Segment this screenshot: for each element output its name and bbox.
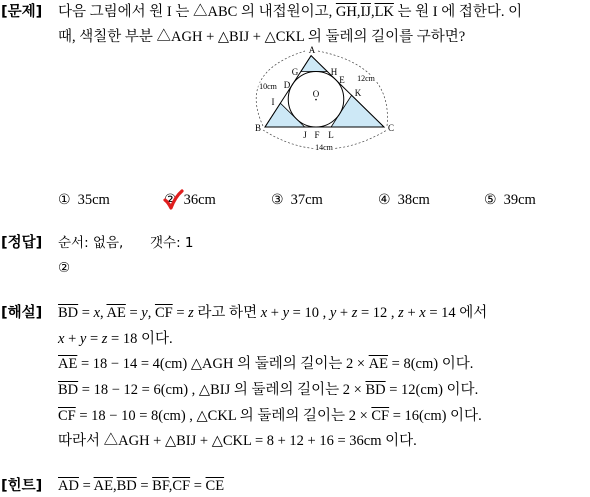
solution-text: = 18 이다. [107,331,173,347]
option-4 [378,190,430,210]
option-value: 38cm [397,192,430,208]
variable-z: z [351,305,358,321]
math-text: = [86,331,102,347]
shaded-triangle-ckl [331,95,384,127]
label-o: O [312,89,320,99]
option-value: 37cm [290,192,323,208]
problem-text-line-2: 때, 색칠한 부분 △AGH + △BIJ + △CKL 의 둘레의 길이를 구하면? [58,29,466,45]
comma: , [112,478,117,494]
solution-text: = 16(cm) 이다. [389,408,482,424]
variable-x: x [260,305,268,321]
option-number: ③ [271,192,284,208]
comma: , [370,4,375,20]
math-text: = 10 , [289,305,330,321]
option-1 [58,190,110,210]
solution-label: [해설] [1,305,43,321]
math-text: + [64,331,80,347]
math-text: + [403,305,420,321]
variable-x: x [93,305,101,321]
option-number: ② [164,192,177,208]
solution-text: = 8(cm) 이다. [388,356,474,372]
label-j: J [303,130,307,140]
variable-y: y [141,305,148,321]
solution-line-1 [58,303,487,323]
triangle-figure [250,44,400,158]
variable-y: y [329,305,337,321]
math-text: , [100,305,107,321]
answer-order: 순서: 없음, [58,235,124,251]
solution-line-4 [58,380,478,400]
math-text: + [267,305,283,321]
length-ac: 12cm [357,74,375,83]
solution-line-2 [58,329,173,349]
answer-label: [정답] [1,235,43,251]
segment-ij: $\overline{IJ}$ [360,4,371,20]
option-value: 36cm [183,192,216,208]
math-text: = [172,305,189,321]
option-value: 39cm [503,192,536,208]
problem-text: 다음 그림에서 원 I 는 △ABC 의 내접원이고, [58,4,336,20]
segment-ae: $\overline{AE}$ [58,356,78,372]
variable-x: x [58,331,65,347]
length-bc: 14cm [315,143,333,152]
hint-line [58,476,224,496]
segment-gh: $\overline{GH}$ [335,4,357,20]
option-number: ④ [378,192,391,208]
solution-text: 라고 하면 [193,305,261,321]
math-text: = [78,305,94,321]
length-ab: 10cm [259,82,277,91]
segment-ae: $\overline{AE}$ [368,356,389,372]
solution-text: = 12(cm) 이다. [385,382,479,398]
comma: , [356,4,361,20]
segment-bd: $\overline{BD}$ [116,478,137,494]
solution-text: = 14 에서 [425,305,488,321]
math-text: = [190,478,206,494]
comma: , [168,478,173,494]
check-mark-stroke [165,191,182,208]
segment-bf: $\overline{BF}$ [152,478,169,494]
segment-cf: $\overline{CF}$ [172,478,191,494]
label-a: A [308,45,316,55]
option-value: 35cm [77,192,110,208]
segment-cf: $\overline{CF}$ [154,305,173,321]
segment-ae: $\overline{AE}$ [93,478,113,494]
variable-z: z [188,305,194,321]
segment-cf: $\overline{CF}$ [58,408,76,424]
variable-y: y [79,331,87,347]
label-d: D [283,80,291,90]
problem-text-line-1 [58,2,522,22]
label-b: B [254,123,262,133]
math-text: = 12 , [357,305,399,321]
hint-label: [힌트] [1,478,43,494]
solution-text: = 18 − 14 = 4(cm) △AGH 의 둘레의 길이는 2 × [77,356,369,372]
math-text: = [136,478,153,494]
solution-line-3 [58,354,473,374]
label-e: E [339,75,345,85]
check-mark-icon [162,188,184,212]
solution-text: = 18 − 12 = 6(cm) , △BIJ 의 둘레의 길이는 2 × [78,382,366,398]
variable-z: z [101,331,108,347]
option-number: ⑤ [484,192,497,208]
segment-bd: $\overline{BD}$ [58,382,79,398]
segment-bd: $\overline{BD}$ [365,382,386,398]
solution-line-6: 따라서 △AGH + △BIJ + △CKL = 8 + 12 + 16 = 36cm 이다. [58,433,417,449]
solution-line-5 [58,406,482,426]
label-f: F [314,130,320,140]
variable-y: y [282,305,290,321]
segment-ad: $\overline{AD}$ [58,478,79,494]
segment-lk: $\overline{LK}$ [374,4,394,20]
math-text: , [147,305,155,321]
problem-label: [문제] [1,4,43,20]
option-number: ① [58,192,71,208]
option-5 [484,190,536,210]
problem-text: 는 원 I 에 접한다. 이 [393,4,523,20]
math-text: = [125,305,142,321]
segment-ce: $\overline{CE}$ [205,478,225,494]
math-text: + [336,305,352,321]
label-c: C [387,123,395,133]
label-k: K [354,88,362,98]
solution-text: = 18 − 10 = 8(cm) , △CKL 의 둘레의 길이는 2 × [75,408,372,424]
incircle-center-dot [315,99,317,101]
answer-count: 갯수: 1 [150,235,194,251]
option-3 [271,190,323,210]
segment-ae: $\overline{AE}$ [106,305,126,321]
label-l: L [328,130,334,140]
math-text: = [78,478,94,494]
segment-cf: $\overline{CF}$ [371,408,390,424]
label-h: H [330,67,338,77]
label-g: G [291,67,299,77]
label-i: I [271,97,275,107]
variable-z: z [398,305,404,321]
variable-x: x [419,305,426,321]
answer-value: ② [58,260,71,276]
segment-bd: $\overline{BD}$ [58,305,79,321]
